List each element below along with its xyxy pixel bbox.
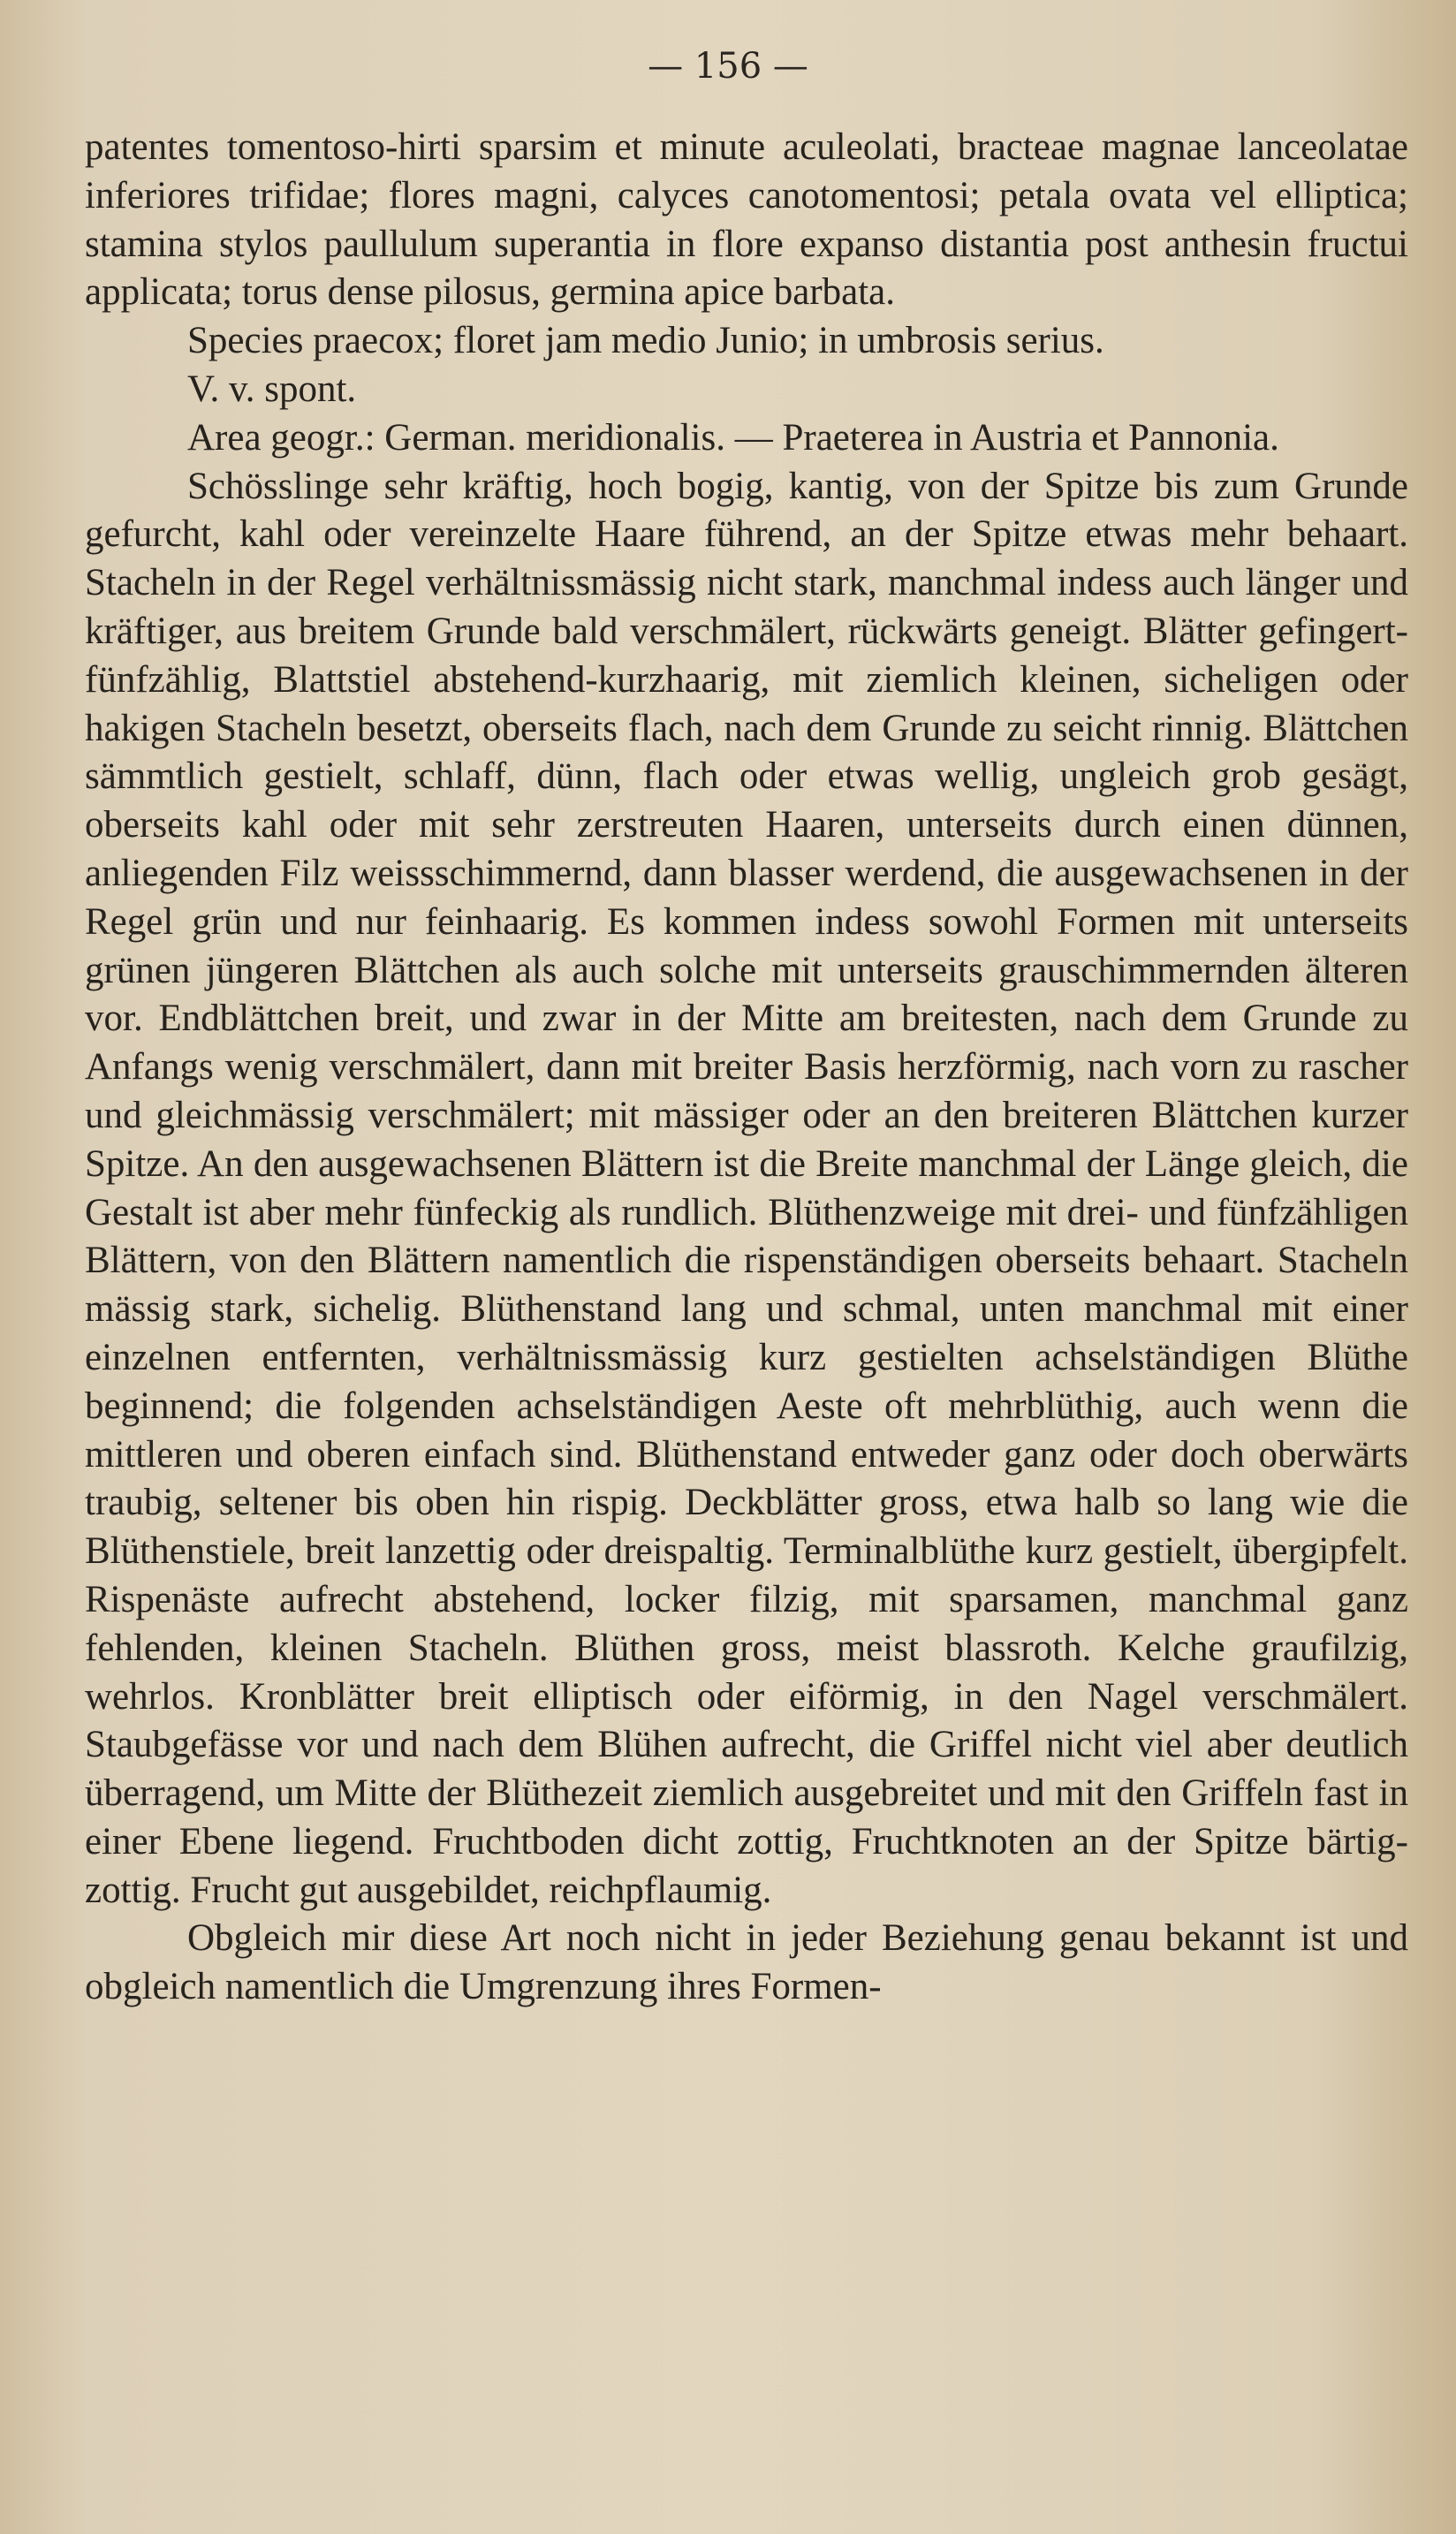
paragraph-area-geogr: Area geogr.: German. meridionalis. — Praeterea in Austria et Pannonia. (187, 416, 1279, 459)
paragraph-obgleich: Obgleich mir diese Art noch nicht in jeder Beziehung genau bekannt ist und obgleich namentlich die Umgrenzung ihres Formen- (85, 1917, 1408, 2008)
paragraph-species-praecox: Species praecox; floret jam medio Junio; in umbrosis serius. (187, 320, 1104, 362)
paragraph-v-v-spont: V. v. spont. (187, 368, 357, 410)
paragraph-latin-description: patentes tomentoso-hirti sparsim et minute aculeolati, bracteae magnae lanceolatae inferiores trifidae; flores magni, calyces canotomentosi; petala ovata vel elliptica; stamina stylos paullulum superantia in flore expanso distantia post anthesin fructui applicata; torus dense pilosus, germina apice barbata. (85, 126, 1408, 314)
text-body (85, 124, 1408, 2012)
page-number: — 156 — (648, 46, 808, 87)
paragraph-german-description: Schösslinge sehr kräftig, hoch bogig, kantig, von der Spitze bis zum Grunde gefurcht, kahl oder vereinzelte Haare führend, an der Spitze etwas mehr behaart. Stacheln in der Regel verhältnissmässig nicht stark, manchmal indess auch länger und kräftiger, aus breitem Grunde bald verschmälert, rückwärts geneigt. Blätter gefingert-fünfzählig, Blattstiel abstehend-kurzhaarig, mit ziemlich kleinen, sicheligen oder hakigen Stacheln besetzt, oberseits flach, nach dem Grunde zu seicht rinnig. Blättchen sämmtlich gestielt, schlaff, dünn, flach oder etwas wellig, ungleich grob gesägt, oberseits kahl oder mit sehr zerstreuten Haaren, unterseits durch einen dünnen, anliegenden Filz weissschimmernd, dann blasser werdend, die ausgewachsenen in der Regel grün und nur feinhaarig. Es kommen indess sowohl Formen mit unterseits grünen jüngeren Blättchen als auch solche mit unterseits grauschimmernden älteren vor. Endblättchen breit, und zwar in der Mitte am breitesten, nach dem Grunde zu Anfangs wenig verschmälert, dann mit breiter Basis herzförmig, nach vorn zu rascher und gleichmässig verschmälert; mit mässiger oder an den breiteren Blättchen kurzer Spitze. An den ausgewachsenen Blättern ist die Breite manchmal der Länge gleich, die Gestalt ist aber mehr fünfeckig als rundlich. Blüthenzweige mit drei- und fünfzähligen Blättern, von den Blättern namentlich die rispenständigen oberseits behaart. Stacheln mässig stark, sichelig. Blüthenstand lang und schmal, unten manchmal mit einer einzelnen entfernten, verhältnissmässig kurz gestielten achselständigen Blüthe beginnend; die folgenden achselständigen Aeste oft mehrblüthig, auch wenn die mittleren und oberen einfach sind. Blüthenstand entweder ganz oder doch oberwärts traubig, seltener bis oben hin rispig. Deckblätter gross, etwa halb so lang wie die Blüthenstiele, breit lanzettig oder dreispaltig. Terminalblüthe kurz gestielt, übergipfelt. Rispenäste aufrecht abstehend, locker filzig, mit sparsamen, manchmal ganz fehlenden, kleinen Stacheln. Blüthen gross, meist blassroth. Kelche graufilzig, wehrlos. Kronblätter breit elliptisch oder eiförmig, in den Nagel verschmälert. Staubgefässe vor und nach dem Blühen aufrecht, die Griffel nicht viel aber deutlich überragend, um Mitte der Blüthezeit ziemlich ausgebreitet und mit den Griffeln fast in einer Ebene liegend. Fruchtboden dicht zottig, Fruchtknoten an der Spitze bärtig-zottig. Frucht gut ausgebildet, reichpflaumig. (85, 465, 1408, 1911)
